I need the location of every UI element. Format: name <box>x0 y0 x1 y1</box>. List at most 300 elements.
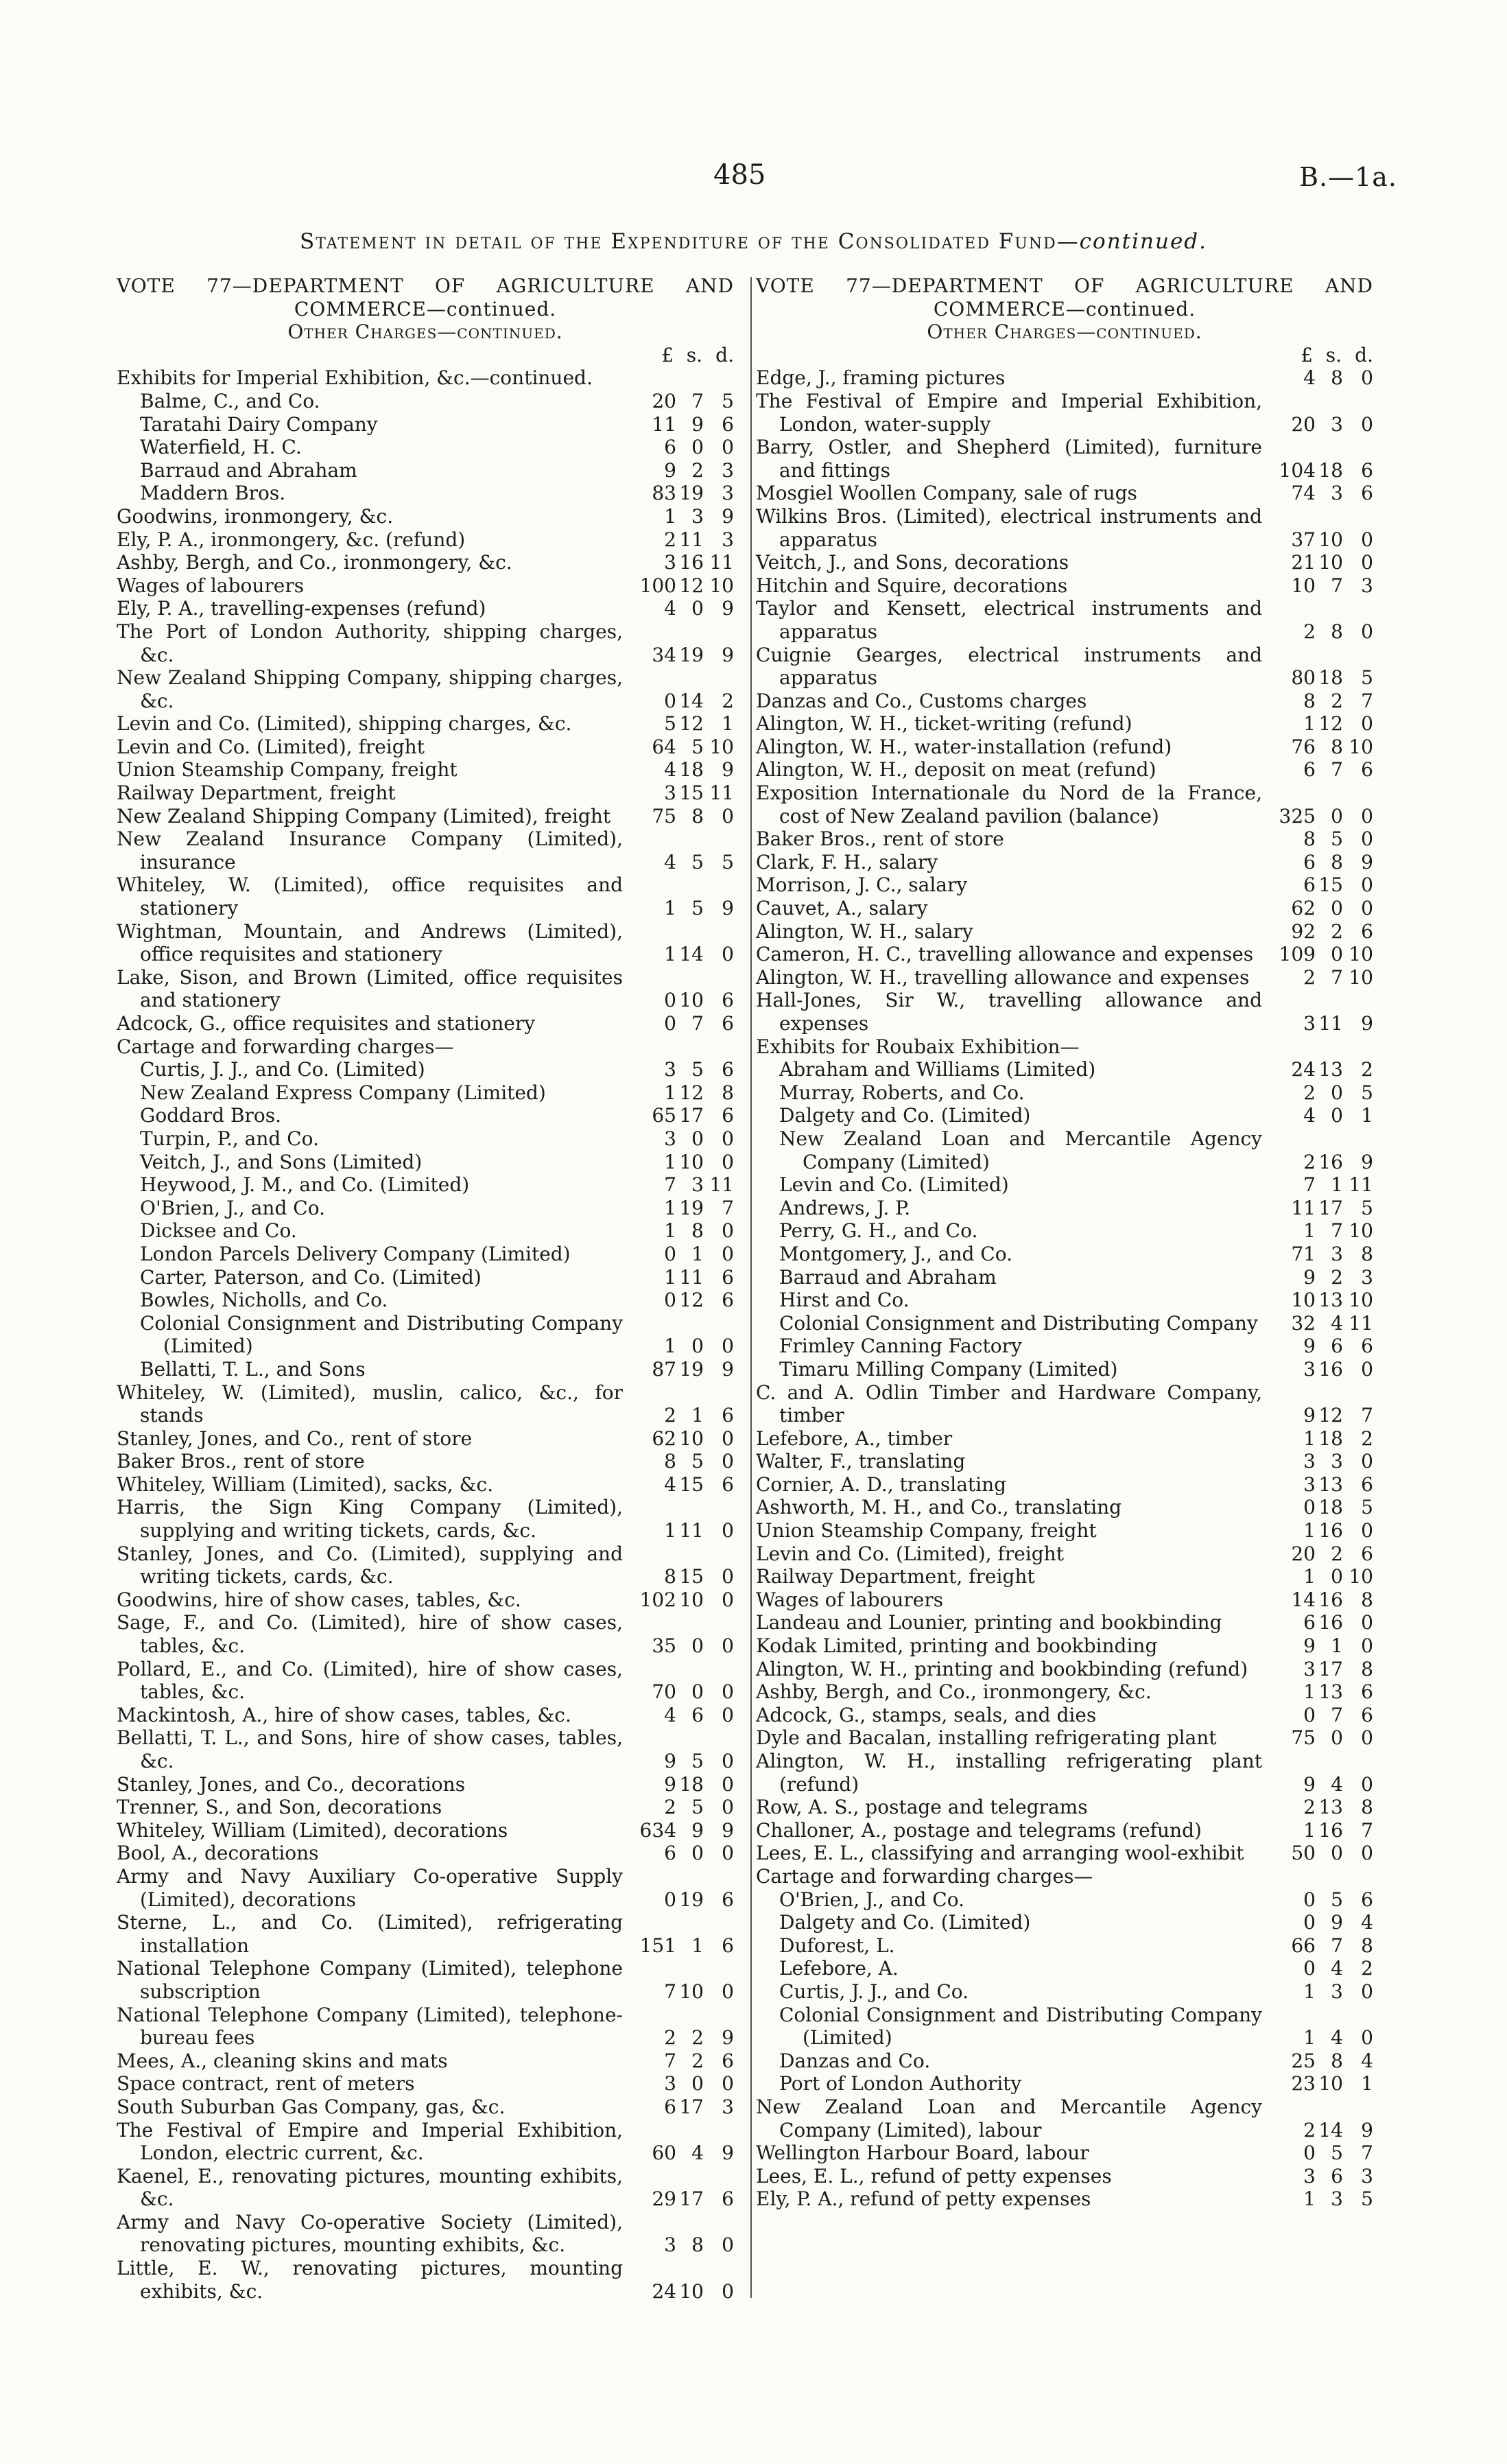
amount-pounds: 34 <box>652 643 676 666</box>
expenditure-description: Frimley Canning Factory <box>779 1335 1022 1358</box>
amount-shillings: 10 <box>1318 551 1343 574</box>
expenditure-description: Dicksee and Co. <box>140 1219 297 1243</box>
expenditure-row <box>117 551 734 574</box>
vote-word: 77—DEPARTMENT <box>846 274 1043 297</box>
amount-pence: 0 <box>722 2279 734 2303</box>
expenditure-description: Exhibits for Roubaix Exhibition— <box>756 1035 1080 1058</box>
expenditure-row <box>756 2050 1373 2073</box>
expenditure-description: New Zealand Shipping Company (Limited), freight <box>117 804 611 828</box>
amount-pence: 0 <box>722 1519 734 1542</box>
amount-shillings: 9 <box>691 1818 704 1842</box>
expenditure-row <box>117 1496 734 1542</box>
amount-shillings: 17 <box>1318 1657 1343 1680</box>
amount-shillings: 8 <box>1331 2049 1343 2072</box>
amount-pounds: 3 <box>664 2072 676 2096</box>
expenditure-description: Timaru Milling Company (Limited) <box>779 1357 1118 1381</box>
expenditure-description: Waterfield, H. C. <box>140 436 302 459</box>
amount-shillings: 12 <box>679 712 704 736</box>
amount-pence: 7 <box>1361 2142 1373 2165</box>
amount-pence: 0 <box>1361 366 1373 390</box>
amount-shillings: 19 <box>679 643 704 666</box>
expenditure-row <box>117 2050 734 2073</box>
amount-pence: 11 <box>1349 1311 1373 1335</box>
amount-pence: 8 <box>1361 1934 1373 1957</box>
expenditure-description: New Zealand Shipping Company, shipping charges, &c. <box>117 666 623 712</box>
expenditure-row <box>756 505 1373 551</box>
amount-pence: 9 <box>722 1818 734 1842</box>
amount-pence: 3 <box>722 482 734 505</box>
amount-pence: 0 <box>722 1242 734 1265</box>
amount-pence: 2 <box>1361 1957 1373 1980</box>
amount-pence: 0 <box>722 2072 734 2096</box>
expenditure-row <box>756 1519 1373 1542</box>
amount-pounds: 92 <box>1291 919 1316 943</box>
expenditure-row <box>756 1173 1373 1197</box>
amount-pounds: 4 <box>1303 1104 1316 1127</box>
expenditure-row <box>117 1957 734 2003</box>
amount-shillings: 6 <box>1331 2164 1343 2187</box>
amount-pounds: 66 <box>1291 1934 1316 1957</box>
amount-pounds: 6 <box>1303 850 1316 873</box>
amount-pence: 3 <box>1361 1265 1373 1289</box>
amount-shillings: 13 <box>1318 1796 1343 1819</box>
amount-pence: 1 <box>1361 2072 1373 2096</box>
amount-pence: 9 <box>722 897 734 920</box>
amount-shillings: 11 <box>679 1519 704 1542</box>
expenditure-description: National Telephone Company (Limited), telephone-bureau fees <box>117 2003 623 2050</box>
expenditure-row <box>756 966 1373 989</box>
amount-shillings: 0 <box>691 1127 704 1150</box>
expenditure-description: Wages of labourers <box>756 1588 944 1611</box>
vote-heading-line2: COMMERCE—continued. <box>933 297 1196 320</box>
amount-shillings: 12 <box>1318 712 1343 736</box>
amount-pence: 3 <box>722 2095 734 2118</box>
amount-pence: 3 <box>1361 574 1373 597</box>
expenditure-description: Barraud and Abraham <box>140 458 357 482</box>
expenditure-description: Whiteley, William (Limited), decorations <box>117 1818 508 1842</box>
amount-shillings: 8 <box>691 2233 704 2257</box>
expenditure-description: Bowles, Nicholls, and Co. <box>140 1289 388 1312</box>
amount-shillings: 0 <box>691 1842 704 1865</box>
amount-pounds: 9 <box>1303 1634 1316 1658</box>
amount-pounds: 70 <box>652 1680 676 1704</box>
amount-pounds: 1 <box>1303 1818 1316 1842</box>
amount-pence: 6 <box>1361 1703 1373 1726</box>
expenditure-description: The Festival of Empire and Imperial Exhibition, London, electric current, &c. <box>117 2118 623 2165</box>
amount-pence: 6 <box>1361 1335 1373 1358</box>
expenditure-row <box>117 1197 734 1220</box>
expenditure-row <box>117 1773 734 1796</box>
expenditure-description: Edge, J., framing pictures <box>756 366 1006 390</box>
amount-pence: 0 <box>722 1450 734 1473</box>
expenditure-description: Morrison, J. C., salary <box>756 873 968 897</box>
expenditure-row <box>117 1219 734 1243</box>
amount-shillings: 9 <box>691 412 704 436</box>
amount-shillings: 17 <box>1318 1196 1343 1219</box>
amount-pence: 9 <box>722 643 734 666</box>
vote-word: AND <box>1325 274 1373 297</box>
expenditure-row <box>756 1127 1373 1173</box>
expenditure-row <box>117 1658 734 1704</box>
expenditure-description: Alington, W. H., travelling allowance and expenses <box>756 965 1250 989</box>
expenditure-description: Cauvet, A., salary <box>756 897 928 920</box>
expenditure-row <box>117 828 734 873</box>
amount-pence: 0 <box>722 804 734 828</box>
expenditure-row <box>117 1243 734 1266</box>
amount-pence: 8 <box>1361 1588 1373 1611</box>
amount-pence: 9 <box>722 597 734 620</box>
expenditure-row <box>756 1081 1373 1105</box>
amount-shillings: 12 <box>679 1289 704 1312</box>
expenditure-row <box>756 1634 1373 1658</box>
expenditure-row <box>756 1219 1373 1243</box>
amount-shillings: 0 <box>1331 804 1343 828</box>
amount-pounds: 24 <box>652 2279 676 2303</box>
amount-shillings: 7 <box>1331 574 1343 597</box>
amount-pence: 9 <box>722 2142 734 2165</box>
amount-pounds: 20 <box>652 389 676 412</box>
expenditure-row <box>756 2004 1373 2050</box>
expenditure-description: Bellatti, T. L., and Sons, hire of show cases, tables, &c. <box>117 1726 623 1772</box>
amount-pounds: 11 <box>652 412 676 436</box>
amount-pounds: 9 <box>664 458 676 482</box>
expenditure-description: Army and Navy Auxiliary Co-operative Supply (Limited), decorations <box>117 1864 623 1911</box>
expenditure-row <box>117 2119 734 2165</box>
amount-pounds: 1 <box>664 1150 676 1173</box>
amount-pounds: 634 <box>639 1818 676 1842</box>
amount-pence: 0 <box>1361 828 1373 851</box>
amount-shillings: 15 <box>679 1472 704 1496</box>
amount-shillings: 17 <box>679 2187 704 2211</box>
expenditure-description: Army and Navy Co-operative Society (Limited), renovating pictures, mounting exhibits, &c. <box>117 2210 623 2257</box>
amount-pounds: 32 <box>1291 1311 1316 1335</box>
amount-pence: 8 <box>722 1081 734 1104</box>
amount-pence: 10 <box>1349 1219 1373 1243</box>
amount-pence: 0 <box>1361 551 1373 574</box>
amount-shillings: 16 <box>1318 1357 1343 1381</box>
amount-pounds: 104 <box>1279 458 1316 482</box>
amount-pence: 0 <box>722 1703 734 1726</box>
amount-shillings: 10 <box>1318 528 1343 551</box>
amount-pence: 10 <box>1349 943 1373 966</box>
expenditure-row <box>756 1381 1373 1427</box>
expenditure-row <box>756 1796 1373 1819</box>
amount-pounds: 2 <box>664 528 676 551</box>
amount-pounds: 1 <box>664 504 676 528</box>
expenditure-row <box>117 782 734 805</box>
amount-pounds: 35 <box>652 1634 676 1658</box>
expenditure-description: Kaenel, E., renovating pictures, mounting exhibits, &c. <box>117 2164 623 2211</box>
amount-shillings: 0 <box>691 597 704 620</box>
expenditure-list <box>117 366 734 2303</box>
amount-pounds: 10 <box>1291 574 1316 597</box>
expenditure-row <box>756 2096 1373 2142</box>
expenditure-description: Exhibits for Imperial Exhibition, &c.—continued. <box>117 366 593 390</box>
expenditure-row <box>117 1173 734 1197</box>
amount-shillings: 0 <box>1331 1104 1343 1127</box>
amount-pounds: 3 <box>1303 1657 1316 1680</box>
amount-pounds: 0 <box>664 1012 676 1035</box>
amount-shillings: 4 <box>1331 1311 1343 1335</box>
amount-pence: 9 <box>722 1357 734 1381</box>
amount-pence: 10 <box>1349 1289 1373 1312</box>
amount-pence: 8 <box>1361 1242 1373 1265</box>
amount-shillings: 5 <box>691 1058 704 1081</box>
amount-pounds: 2 <box>1303 1796 1316 1819</box>
amount-pounds: 4 <box>664 597 676 620</box>
amount-pence: 11 <box>709 551 734 574</box>
expenditure-description: Union Steamship Company, freight <box>117 758 458 782</box>
expenditure-description: Ashworth, M. H., and Co., translating <box>756 1496 1122 1519</box>
amount-pounds: 4 <box>664 850 676 873</box>
amount-pence: 9 <box>1361 1150 1373 1173</box>
amount-pence: 9 <box>722 758 734 782</box>
expenditure-row <box>756 2072 1373 2096</box>
expenditure-description: Pollard, E., and Co. (Limited), hire of show cases, tables, &c. <box>117 1657 623 1704</box>
amount-pounds: 7 <box>664 2049 676 2072</box>
amount-pence: 6 <box>722 1012 734 1035</box>
amount-pence: 0 <box>722 1219 734 1243</box>
expenditure-row <box>117 1266 734 1289</box>
amount-shillings: 19 <box>679 1357 704 1381</box>
amount-pounds: 1 <box>1303 1680 1316 1704</box>
vote-word: VOTE <box>756 274 815 297</box>
amount-pounds: 9 <box>1303 1335 1316 1358</box>
amount-pence: 0 <box>722 1127 734 1150</box>
amount-pounds: 1 <box>664 1196 676 1219</box>
amount-pence: 0 <box>722 1588 734 1611</box>
expenditure-row <box>117 1358 734 1381</box>
amount-pence: 0 <box>1361 1519 1373 1542</box>
amount-pounds: 1 <box>1303 1219 1316 1243</box>
expenditure-row <box>756 736 1373 759</box>
amount-pence: 0 <box>1361 1357 1373 1381</box>
statement-title-suffix: continued. <box>1079 229 1208 254</box>
expenditure-description: New Zealand Express Company (Limited) <box>140 1081 546 1104</box>
amount-pounds: 8 <box>664 1450 676 1473</box>
amount-shillings: 2 <box>1331 1265 1343 1289</box>
expenditure-description: O'Brien, J., and Co. <box>779 1888 964 1911</box>
amount-pence: 6 <box>722 1058 734 1081</box>
amount-pounds: 1 <box>664 897 676 920</box>
amount-pence: 6 <box>1361 458 1373 482</box>
expenditure-description: Levin and Co. (Limited), freight <box>756 1542 1064 1565</box>
amount-pounds: 0 <box>1303 1957 1316 1980</box>
amount-pence: 6 <box>722 989 734 1012</box>
expenditure-description: New Zealand Loan and Mercantile Agency Company (Limited) <box>779 1127 1262 1173</box>
amount-pounds: 87 <box>652 1357 676 1381</box>
amount-shillings: 2 <box>691 458 704 482</box>
expenditure-row <box>117 758 734 782</box>
expenditure-description: Mosgiel Woollen Company, sale of rugs <box>756 482 1137 505</box>
expenditure-description: London Parcels Delivery Company (Limited) <box>140 1242 571 1265</box>
expenditure-description: Colonial Consignment and Distributing Company (Limited) <box>140 1311 623 1358</box>
amount-shillings: 18 <box>1318 1496 1343 1519</box>
expenditure-row <box>117 873 734 919</box>
amount-shillings: 0 <box>1331 897 1343 920</box>
amount-pounds: 37 <box>1291 528 1316 551</box>
amount-pence: 5 <box>722 850 734 873</box>
expenditure-description: Stanley, Jones, and Co., rent of store <box>117 1427 473 1450</box>
expenditure-description: Alington, W. H., ticket-writing (refund) <box>756 712 1132 736</box>
expenditure-row <box>756 897 1373 920</box>
expenditure-description: Clark, F. H., salary <box>756 850 938 873</box>
expenditure-description: Sterne, L., and Co. (Limited), refrigerating installation <box>117 1911 623 1957</box>
amount-shillings: 0 <box>691 1680 704 1704</box>
amount-shillings: 3 <box>1331 482 1343 505</box>
amount-shillings: 16 <box>679 551 704 574</box>
vote-word: AGRICULTURE <box>1135 274 1294 297</box>
expenditure-row <box>117 1473 734 1497</box>
amount-pounds: 1 <box>1303 2026 1316 2050</box>
expenditure-description: Harris, the Sign King Company (Limited), supplying and writing tickets, cards, &c. <box>117 1496 623 1542</box>
amount-pounds: 3 <box>664 1058 676 1081</box>
amount-pence: 0 <box>1361 1772 1373 1796</box>
amount-pence: 6 <box>722 1265 734 1289</box>
vote-heading-line1 <box>756 274 1373 298</box>
amount-pence: 2 <box>722 689 734 712</box>
amount-pounds: 1 <box>664 943 676 966</box>
expenditure-description: Ely, P. A., refund of petty expenses <box>756 2187 1091 2211</box>
amount-pounds: 21 <box>1291 551 1316 574</box>
amount-pounds: 1 <box>1303 712 1316 736</box>
expenditure-description: Cornier, A. D., translating <box>756 1472 1007 1496</box>
vote-word: AGRICULTURE <box>496 274 655 297</box>
expenditure-row <box>756 1680 1373 1704</box>
amount-pence: 5 <box>722 389 734 412</box>
expenditure-row <box>117 1450 734 1473</box>
expenditure-description: Hall-Jones, Sir W., travelling allowance and expenses <box>756 989 1262 1035</box>
amount-pence: 0 <box>1361 2026 1373 2050</box>
amount-pence: 7 <box>722 1196 734 1219</box>
amount-pence: 0 <box>1361 620 1373 643</box>
expenditure-row <box>117 712 734 736</box>
expenditure-row <box>756 2142 1373 2165</box>
expenditure-row <box>756 2187 1373 2211</box>
amount-pence: 0 <box>1361 1634 1373 1658</box>
expenditure-row <box>756 1197 1373 1220</box>
amount-pence: 0 <box>1361 1980 1373 2003</box>
amount-shillings: 4 <box>691 2142 704 2165</box>
amount-shillings: 5 <box>1331 828 1343 851</box>
amount-pounds: 5 <box>664 712 676 736</box>
expenditure-description: Maddern Bros. <box>140 482 286 505</box>
expenditure-description: Railway Department, freight <box>756 1565 1035 1588</box>
expenditure-description: Colonial Consignment and Distributing Company <box>779 1311 1258 1335</box>
expenditure-row <box>117 528 734 552</box>
amount-pence: 6 <box>1361 919 1373 943</box>
expenditure-row <box>756 1911 1373 1934</box>
expenditure-description: Levin and Co. (Limited), freight <box>117 735 425 758</box>
vote-word: OF <box>1073 274 1105 297</box>
amount-pounds: 8 <box>1303 828 1316 851</box>
amount-shillings: 18 <box>1318 666 1343 690</box>
vote-word: AND <box>685 274 734 297</box>
expenditure-description: O'Brien, J., and Co. <box>140 1196 325 1219</box>
amount-pounds: 25 <box>1291 2049 1316 2072</box>
amount-shillings: 18 <box>1318 458 1343 482</box>
amount-pounds: 75 <box>1291 1726 1316 1750</box>
expenditure-row <box>117 390 734 413</box>
amount-pence: 11 <box>1349 1173 1373 1197</box>
amount-pence: 7 <box>1361 1404 1373 1427</box>
amount-shillings: 16 <box>1318 1519 1343 1542</box>
amount-shillings: 19 <box>679 1196 704 1219</box>
expenditure-description: Lees, E. L., refund of petty expenses <box>756 2164 1112 2187</box>
expenditure-description: Levin and Co. (Limited) <box>779 1173 1009 1197</box>
expenditure-row <box>756 1542 1373 1566</box>
expenditure-description: Levin and Co. (Limited), shipping charges, &c. <box>117 712 572 736</box>
amount-shillings: 3 <box>1331 1980 1343 2003</box>
expenditure-row <box>117 413 734 436</box>
expenditure-description: Trenner, S., and Son, decorations <box>117 1796 442 1819</box>
amount-pence: 1 <box>722 712 734 736</box>
expenditure-row <box>117 1312 734 1358</box>
amount-pence: 0 <box>1361 1450 1373 1473</box>
amount-pence: 5 <box>1361 1196 1373 1219</box>
expenditure-description: Mackintosh, A., hire of show cases, tables, &c. <box>117 1703 571 1726</box>
expenditure-row <box>117 1819 734 1842</box>
expenditure-row <box>117 1726 734 1772</box>
expenditure-description: Alington, W. H., printing and bookbinding (refund) <box>756 1657 1248 1680</box>
amount-shillings: 16 <box>1318 1588 1343 1611</box>
amount-shillings: 11 <box>679 1265 704 1289</box>
amount-pounds: 8 <box>664 1565 676 1588</box>
amount-pounds: 7 <box>1303 1173 1316 1197</box>
amount-pence: 9 <box>722 504 734 528</box>
expenditure-description: Space contract, rent of meters <box>117 2072 415 2096</box>
amount-shillings: 0 <box>691 1634 704 1658</box>
left-column <box>117 274 734 2303</box>
amount-pence: 6 <box>722 1104 734 1127</box>
vote-heading <box>756 274 1373 320</box>
amount-shillings: 6 <box>691 1703 704 1726</box>
amount-shillings: 18 <box>679 1772 704 1796</box>
expenditure-row <box>756 1358 1373 1381</box>
amount-shillings: 8 <box>1331 735 1343 758</box>
amount-pounds: 0 <box>664 1888 676 1911</box>
amount-shillings: 3 <box>691 1173 704 1197</box>
amount-shillings: 14 <box>1318 2118 1343 2142</box>
amount-pounds: 2 <box>664 2026 676 2050</box>
expenditure-row <box>756 1496 1373 1519</box>
amount-shillings: 2 <box>1331 1542 1343 1565</box>
amount-pence: 11 <box>709 1173 734 1197</box>
expenditure-description: Alington, W. H., deposit on meat (refund) <box>756 758 1156 782</box>
expenditure-description: Alington, W. H., installing refrigerating plant (refund) <box>756 1750 1262 1796</box>
amount-pence: 6 <box>1361 1472 1373 1496</box>
expenditure-row <box>756 782 1373 828</box>
amount-shillings: 2 <box>1331 689 1343 712</box>
expenditure-description: Balme, C., and Co. <box>140 389 320 412</box>
amount-pence: 0 <box>1361 897 1373 920</box>
amount-pounds: 1 <box>1303 1519 1316 1542</box>
subheading: Other Charges—continued. <box>287 320 563 344</box>
expenditure-description: Bool, A., decorations <box>117 1842 319 1865</box>
expenditure-description: Dalgety and Co. (Limited) <box>779 1104 1031 1127</box>
amount-shillings: 7 <box>1331 1219 1343 1243</box>
expenditure-description: Alington, W. H., water-installation (refund) <box>756 735 1172 758</box>
amount-pounds: 0 <box>664 1242 676 1265</box>
amount-pounds: 3 <box>664 551 676 574</box>
amount-pence: 10 <box>709 574 734 597</box>
expenditure-row <box>756 712 1373 736</box>
amount-shillings: 19 <box>679 482 704 505</box>
amount-shillings: 19 <box>679 1888 704 1911</box>
amount-shillings: 0 <box>691 2072 704 2096</box>
amount-pence: 6 <box>1361 1542 1373 1565</box>
expenditure-description: Heywood, J. M., and Co. (Limited) <box>140 1173 470 1197</box>
